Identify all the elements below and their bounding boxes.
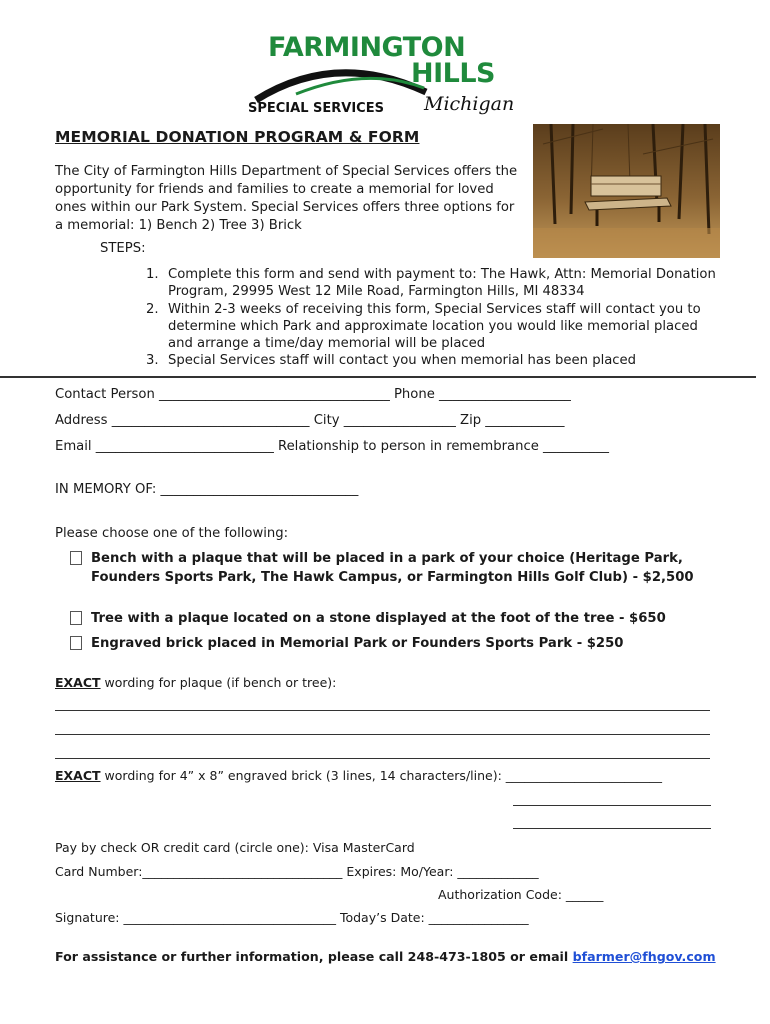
payment-method-field[interactable]: Pay by check OR credit card (circle one): Visa MasterCard <box>55 840 415 855</box>
email-link[interactable]: bfarmer@fhgov.com <box>572 949 716 964</box>
brick-wording-line-3[interactable] <box>513 828 711 829</box>
steps-list <box>146 266 726 370</box>
section-divider <box>0 376 756 378</box>
plaque-wording-line-3[interactable] <box>55 758 710 759</box>
step-text: Special Services staff will contact you when memorial has been placed <box>168 353 637 369</box>
option-brick-label: Engraved brick placed in Memorial Park or Founders Sports Park - $250 <box>91 636 624 651</box>
plaque-wording-text: wording for plaque (if bench or tree): <box>100 675 337 690</box>
checkbox-icon[interactable] <box>70 636 82 650</box>
logo-sub: SPECIAL SERVICES <box>248 101 384 116</box>
contact-person-field[interactable]: Contact Person ___________________________________ Phone ____________________ <box>55 387 571 402</box>
step-number: 2. <box>146 301 159 317</box>
brick-wording-text: wording for 4” x 8” engraved brick (3 lines, 14 characters/line): _________________________ <box>100 768 663 783</box>
logo-arc-black <box>256 73 426 100</box>
step-text: Complete this form and send with payment to: The Hawk, Attn: Memorial Donation Program, 29995 West 12 Mile Road, Farmington Hills, MI 48334 <box>168 267 716 300</box>
plaque-wording-line-2[interactable] <box>55 734 710 735</box>
page-title: MEMORIAL DONATION PROGRAM & FORM <box>55 128 420 146</box>
step-number: 1. <box>146 267 159 282</box>
option-bench[interactable] <box>70 549 730 587</box>
card-number-field[interactable]: Card Number:________________________________ Expires: Mo/Year: _____________ <box>55 864 539 879</box>
option-tree-label: Tree with a plaque located on a stone displayed at the foot of the tree - $650 <box>91 611 666 626</box>
checkbox-icon[interactable] <box>70 551 82 565</box>
logo-line1: FARMINGTON <box>268 32 466 63</box>
step-item <box>146 266 726 301</box>
step-item <box>146 301 726 353</box>
park-bench-photo <box>533 124 720 258</box>
footer-text: For assistance or further information, please call 248-473-1805 or email <box>55 949 573 964</box>
plaque-wording-line-1[interactable] <box>55 710 710 711</box>
brick-wording-line-2[interactable] <box>513 805 711 806</box>
step-number: 3. <box>146 353 159 369</box>
step-text: Within 2-3 weeks of receiving this form, Special Services staff will contact you to determine which Park and approximate location you would like memorial placed and arrange a time/day memorial will be placed <box>168 301 701 352</box>
exact-emphasis: EXACT <box>55 675 101 690</box>
authorization-code-field[interactable]: Authorization Code: ______ <box>438 887 604 902</box>
logo-line2: HILLS <box>411 58 495 89</box>
step-item <box>146 352 726 369</box>
in-memory-of-field[interactable]: IN MEMORY OF: ______________________________ <box>55 482 359 497</box>
checkbox-icon[interactable] <box>70 611 82 625</box>
option-bench-label: Bench with a plaque that will be placed in a park of your choice (Heritage Park, Founders Sports Park, The Hawk Campus, or Farmington Hills Golf Club) - $2,500 <box>91 551 694 585</box>
logo-script: Michigan <box>424 93 515 115</box>
farmington-hills-logo <box>246 30 536 120</box>
option-tree[interactable] <box>70 609 730 628</box>
option-brick[interactable] <box>70 634 730 653</box>
plaque-wording-label <box>55 675 336 690</box>
intro-paragraph: The City of Farmington Hills Department of Special Services offers the opportunity for friends and families to create a memorial for loved ones within our Park System. Special Services offers three options for a memorial: 1) Bench 2) Tree 3) Brick <box>55 164 518 233</box>
email-field[interactable]: Email ___________________________ Relationship to person in remembrance __________ <box>55 439 609 454</box>
exact-emphasis: EXACT <box>55 768 101 783</box>
signature-field[interactable]: Signature: __________________________________ Today’s Date: ________________ <box>55 910 529 925</box>
address-field[interactable]: Address ______________________________ City _________________ Zip ____________ <box>55 413 565 428</box>
choose-instruction: Please choose one of the following: <box>55 526 289 541</box>
footer-contact <box>55 949 716 964</box>
steps-label: STEPS: <box>100 241 146 256</box>
brick-wording-label[interactable] <box>55 768 662 783</box>
